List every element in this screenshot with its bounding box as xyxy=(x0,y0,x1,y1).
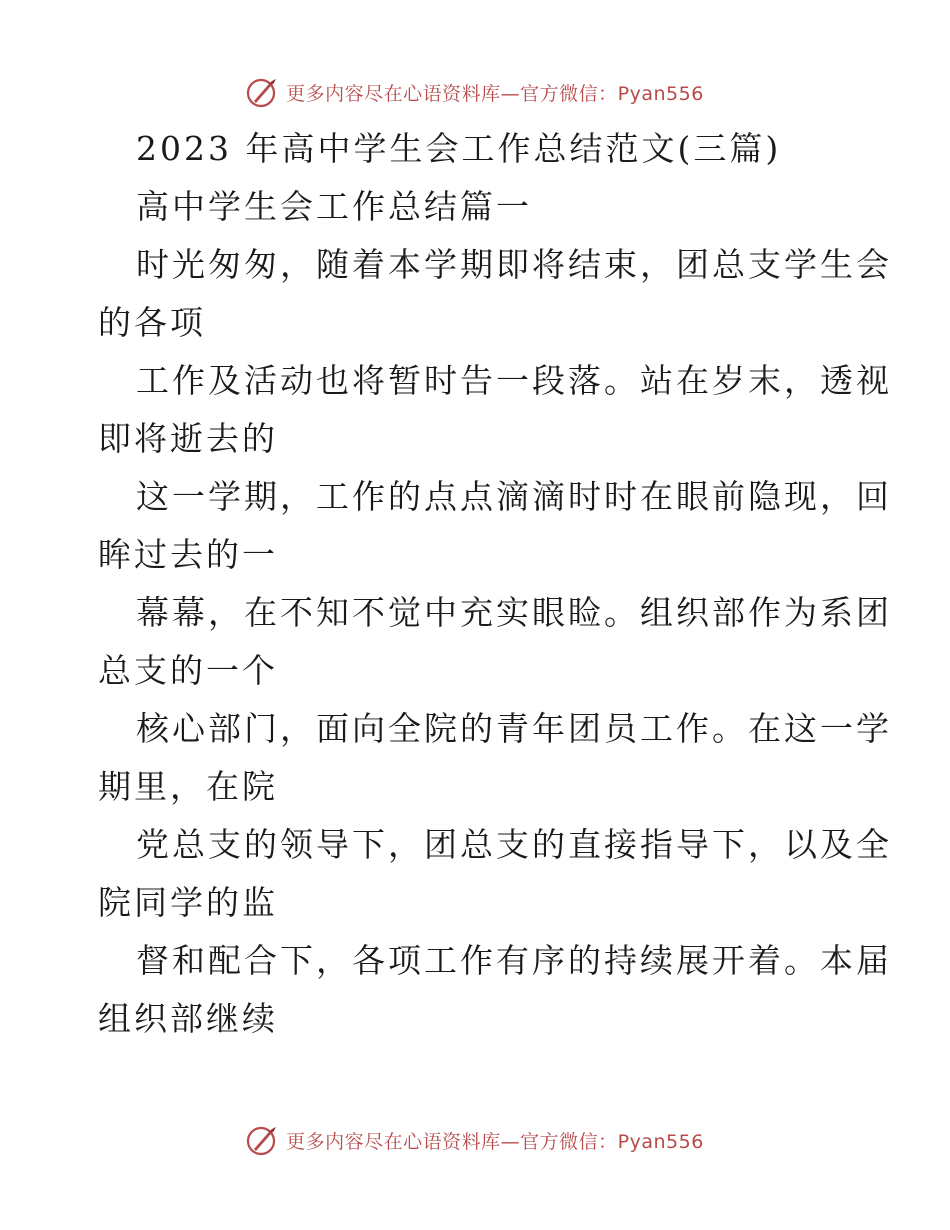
document-title: 2023 年高中学生会工作总结范文(三篇) xyxy=(136,129,782,168)
paragraph-line: 即将逝去的 xyxy=(98,419,278,458)
paragraph-line: 工作及活动也将暂时告一段落。站在岁末，透视 xyxy=(136,361,892,400)
paragraph-line: 核心部门，面向全院的青年团员工作。在这一学 xyxy=(136,709,892,748)
paragraph-line: 眸过去的一 xyxy=(98,535,278,574)
pen-nib-logo-icon xyxy=(246,1123,280,1157)
watermark-text: 更多内容尽在心语资料库—官方微信：Pyan556 xyxy=(286,1130,704,1153)
watermark-text: 更多内容尽在心语资料库—官方微信：Pyan556 xyxy=(286,82,704,105)
paragraph-line: 的各项 xyxy=(98,303,206,342)
paragraph-line: 期里，在院 xyxy=(98,767,278,806)
paragraph-line: 时光匆匆，随着本学期即将结束，团总支学生会 xyxy=(136,245,892,284)
section-heading: 高中学生会工作总结篇一 xyxy=(136,187,532,226)
paragraph-line: 总支的一个 xyxy=(98,651,278,690)
paragraph-line: 幕幕，在不知不觉中充实眼睑。组织部作为系团 xyxy=(136,593,892,632)
paragraph-line: 党总支的领导下，团总支的直接指导下，以及全 xyxy=(136,825,892,864)
paragraph-line: 院同学的监 xyxy=(98,883,278,922)
paragraph-line: 组织部继续 xyxy=(98,999,278,1038)
document-body xyxy=(98,120,892,1048)
footer-watermark-banner xyxy=(0,1120,950,1160)
paragraph-line: 督和配合下，各项工作有序的持续展开着。本届 xyxy=(136,941,892,980)
pen-nib-logo-icon xyxy=(246,75,280,109)
paragraph-line: 这一学期，工作的点点滴滴时时在眼前隐现，回 xyxy=(136,477,892,516)
header-watermark-banner xyxy=(0,72,950,112)
